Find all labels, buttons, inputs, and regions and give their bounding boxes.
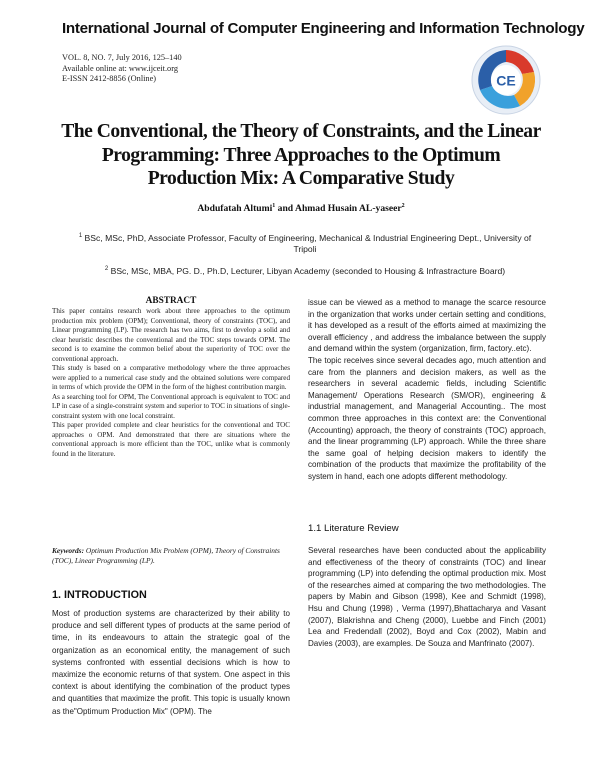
literature-review-heading: 1.1 Literature Review — [308, 523, 399, 534]
abstract-body — [52, 307, 290, 459]
affiliation-1 — [70, 231, 540, 255]
abstract-paragraph: This paper contains research work about three approaches to the optimum production mix problem (OPM); Conventional, theory of constraints (TOC), and Linear programming (LP). The research has two aims, first to develop a solid and clear heuristic describes the conventional and the TOC steps towards OPM. The second is to examine the common belief about the superiority of TOC over the conventional approach. — [52, 307, 290, 363]
introduction-body: Most of production systems are characterized by their ability to produce and sell different types of products at the same period of time, in its endeavours to attain the strategic goal of the organization as an economical entity, the management of such systems confronted with essential decisions which is how to maximize the economic returns of that system. One aspect in this context is about identifying the combination of the product types and quantities that maximize the profit. This topic is usually known as the"Optimum Production Mix" (OPM). The — [52, 609, 290, 716]
journal-logo-icon — [468, 42, 544, 118]
literature-review-body: Several researches have been conducted about the applicability and effectiveness of the theory of constraints (TOC) and linear programming (LP) into defending the optimal production mix. Most of the researches aimed at comparing the two methodologies. The papers by Mabin and Gibson (1998), Kee and Schmidt (1998), Hsu and Chung (1998) , Verma (1997),Bhattacharya and Vasant (2007), Blakrishna and Cheng (2000), Luebbe and Finch (2001) Lea and Fredendall (2002), Boyd and Cox (2002), Mabin and Davies (2003), are examples. De Souza and Manfrinato (2007). — [308, 546, 546, 648]
introduction-heading: 1. INTRODUCTION — [52, 589, 147, 601]
author-1: Abdufatah Altumi — [197, 203, 273, 215]
affiliation-2-mark: 2 — [104, 266, 109, 272]
body-paragraph: issue can be viewed as a method to manage the scarce resource in the organization that works under certain setting and conditions, it has developed as a result of the efforts aimed at maximizing the overall efficiency , and address the imbalance between the supply and demand within the system (organization, firm, factory..etc). — [308, 298, 546, 354]
author-join: and — [275, 203, 296, 215]
journal-title: International Journal of Computer Engineering and Information Technology — [62, 20, 585, 37]
author-1-affiliation-mark: 1 — [272, 203, 276, 209]
abstract-paragraph: This paper provided complete and clear heuristics for the conventional and TOC approaches o OPM. And demonstrated that there are situations where the conventional approach is more efficient than the TOC, unlike what is commonly found in the literature. — [52, 421, 290, 458]
paper-title: The Conventional, the Theory of Constraints, and the Linear Programming: Three Approaches to the Optimum Production Mix: A Comparative Study — [61, 121, 541, 189]
body-paragraph: The topic receives since several decades ago, much attention and care from the planners and decision makers, as well as the researchers in several academic fields, including Scientific Management/ Operations Research (SM/OR), engineering & industrial management, and Managerial Accounting.. The most common three approaches in this context are: the Conventional (Accounting) approach, the theory of constraints (TOC) approach, and the linear programming (LP) approach. While the three share the same goal of helping decision makers to identify the combination of the products that maximize the profitability of the system in hand, each one adopts different methodology. — [308, 355, 546, 481]
available-online-line: Available online at: www.ijceit.org — [62, 63, 178, 73]
keywords-text: Optimum Production Mix Problem (OPM), Theory of Constraints (TOC), Linear Programming (LP). — [52, 546, 280, 565]
journal-meta — [62, 53, 182, 85]
affiliation-2 — [70, 264, 540, 277]
abstract-heading: ABSTRACT — [145, 296, 197, 306]
affiliation-2-text: BSc, MSc, MBA, PG. D., Ph.D, Lecturer, Libyan Academy (seconded to Housing & Infrastracture Board) — [108, 265, 506, 276]
issn-line: E-ISSN 2412-8856 (Online) — [62, 74, 157, 84]
keywords — [52, 546, 290, 565]
author-2-affiliation-mark: 2 — [401, 203, 405, 209]
volume-line: VOL. 8, NO. 7, July 2016, 125–140 — [62, 53, 182, 62]
author-2: Ahmad Husain AL-yaseer — [295, 203, 402, 215]
affiliation-1-text: BSc, MSc, PhD, Associate Professor, Faculty of Engineering, Mechanical & Industrial Engineering Dept., University of Tripoli — [82, 232, 532, 254]
author-line — [60, 203, 542, 214]
svg-text:CE: CE — [496, 72, 516, 89]
abstract-paragraph: This study is based on a comparative methodology where the three approaches were applied to a numerical case study and the obtained solutions were compared in terms of which provide the OPM in the form of the highest contribution margin. — [52, 364, 290, 391]
right-column-body — [308, 297, 546, 483]
keywords-label: Keywords: — [52, 546, 85, 555]
abstract-paragraph: As a searching tool for OPM, The Conventional approach is equivalent to TOC and LP in case of a single-constraint system and superior to TOC in situations of single-constraint system with one local constraint. — [52, 392, 290, 420]
affiliation-1-mark: 1 — [78, 233, 83, 239]
